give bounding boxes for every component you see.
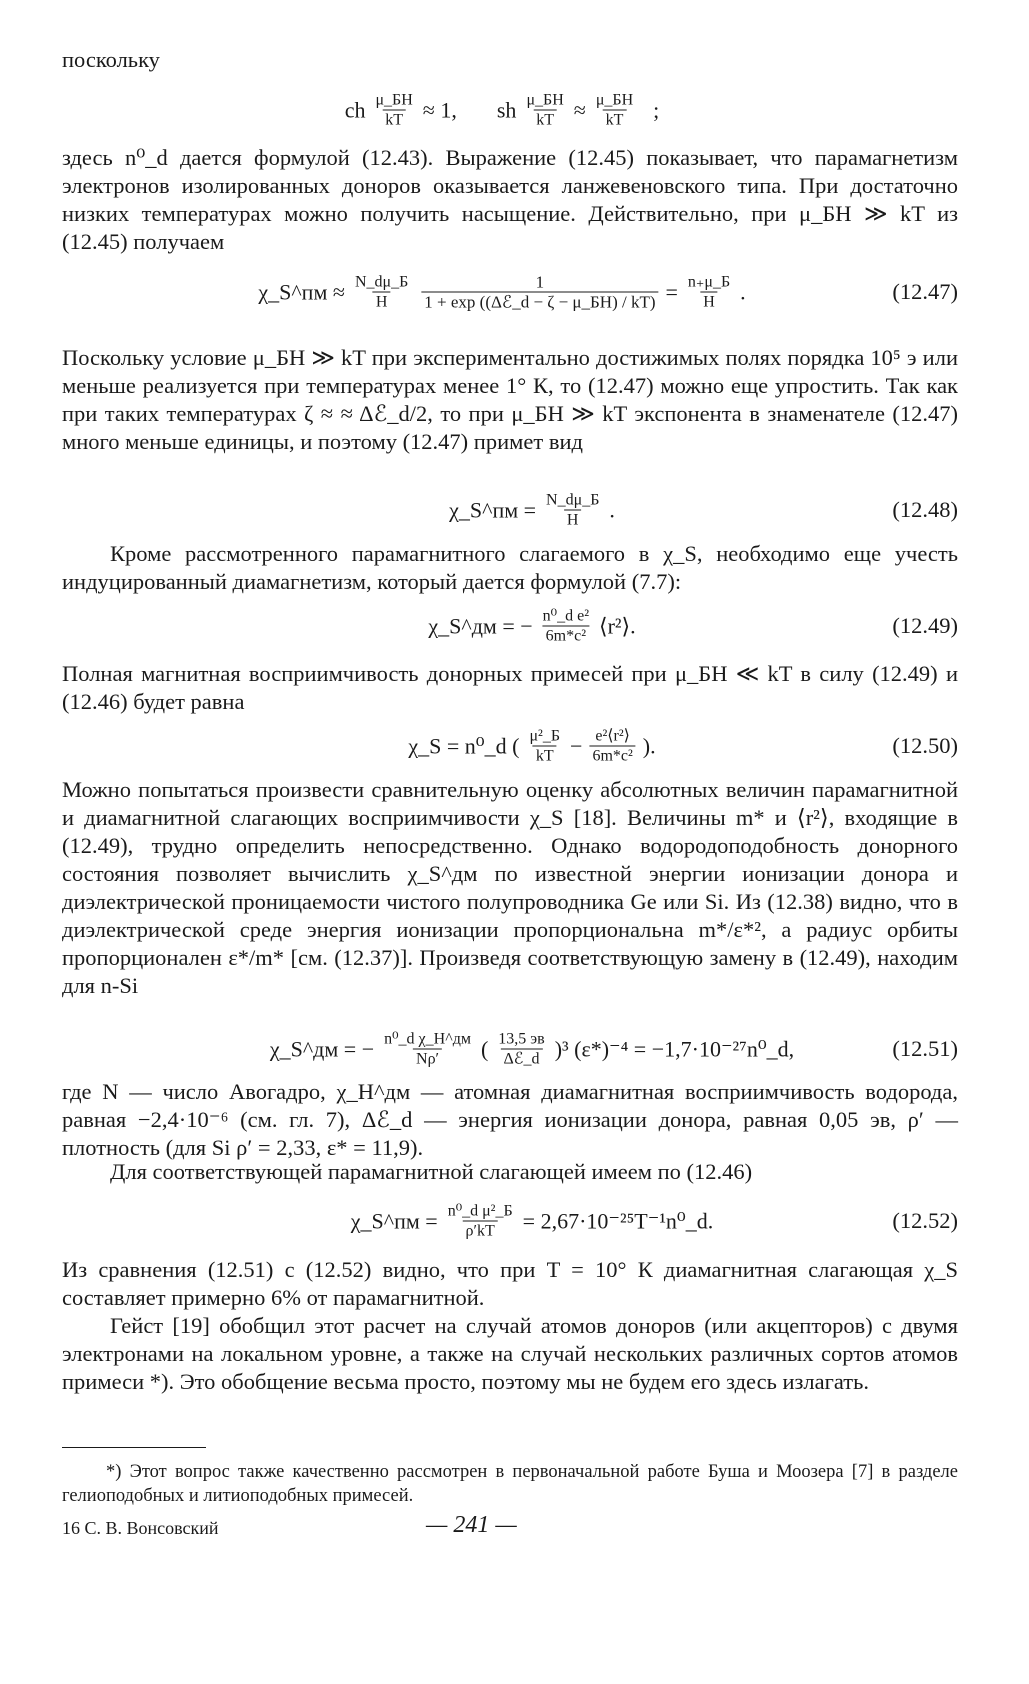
eq49-frac-num: n⁰_d e² [542, 607, 589, 625]
eq51-frac-2 [495, 1030, 547, 1069]
equation-number-12-48: (12.48) [892, 497, 958, 522]
paragraph-estimate: Можно попытаться произвести сравнительную оценку абсолютных величин парамагнитной и диамагнитной слагающих восприимчивости χ_S [18]. Величины m* и ⟨r²⟩, входящие в (12.49), трудно определить непосредственно. Однако водородоподобность донорного состояния позволяет вычислить χ_S^дм по известной энергии ионизации донора и диэлектрической проницаемости чистого полупроводника Ge или Si. Из (12.38) видно, что в диэлектрической среде энергия ионизации пропорциональна m*/ε*², а радиус орбиты пропорционален ε*/m* [см. (12.37)]. Произведя соответствующую замену в (12.49), находим для n-Si [62, 777, 958, 998]
equation-12-51 [62, 1014, 958, 1084]
eq47-frac-3-num: n₊μ_Б [687, 273, 731, 291]
equation-number-12-50: (12.50) [892, 733, 958, 758]
equation-12-51-body [270, 1030, 794, 1069]
eq48-dot: . [609, 497, 615, 522]
footnote-divider [62, 1447, 206, 1448]
eq0-frac-3-num: μ_БH [595, 91, 634, 109]
eq51-frac-2-num: 13,5 эв [498, 1030, 545, 1048]
equation-12-49 [62, 596, 958, 656]
equation-12-49-body [428, 607, 635, 646]
eq0-frac-2 [523, 91, 566, 130]
equation-12-47 [62, 252, 958, 332]
eq0-approx-one: ≈ 1, [422, 97, 457, 122]
eq52-tail: = 2,67·10⁻²⁵T⁻¹n⁰_d. [522, 1208, 714, 1233]
eq50-frac-1-num: μ²_Б [529, 727, 561, 745]
eq0-frac-1 [372, 91, 415, 130]
equation-number-12-49: (12.49) [892, 613, 958, 638]
eq0-frac-1-num: μ_БH [375, 91, 413, 109]
text-poskolku: поскольку [62, 47, 160, 72]
eq48-frac-num: N_dμ_Б [546, 491, 600, 509]
eq47-frac-2 [421, 273, 658, 312]
eq50-frac-2 [589, 727, 635, 766]
eq0-ch: ch [344, 97, 366, 122]
footnote: *) Этот вопрос также качественно рассмотрен в первоначальной работе Буша и Моозера [7] в разделе гелиоподобных и литиоподобных примесей. [62, 1462, 958, 1506]
eq52-frac-den: ρ′kT [463, 1221, 498, 1241]
eq47-frac-2-num: 1 [535, 272, 545, 292]
equation-12-52-body [351, 1202, 714, 1241]
eq48-frac [543, 491, 602, 530]
eq0-frac-2-den: kT [533, 110, 557, 130]
eq52-lhs: χ_S^пм = [350, 1208, 438, 1233]
eq47-lhs: χ_S^пм ≈ [258, 279, 345, 304]
equation-ch-sh-body [345, 91, 660, 130]
paragraph-paramagnetic-component: Для соответствующей парамагнитной слагающей имеем по (12.46) [110, 1159, 753, 1184]
eq51-frac-1-num: n⁰_d χ_H^дм [384, 1030, 471, 1048]
eq52-frac [445, 1202, 516, 1241]
equation-number-12-52: (12.52) [892, 1208, 958, 1233]
equation-12-48-body [449, 491, 615, 530]
eq0-frac-2-num: μ_БH [526, 91, 564, 109]
eq51-lhs: χ_S^дм = − [269, 1036, 375, 1061]
eq50-frac-1-den: kT [533, 746, 557, 766]
eq0-frac-3-den: kT [603, 110, 627, 130]
eq49-frac-den: 6m*c² [543, 626, 589, 646]
eq47-frac-3 [685, 273, 733, 312]
page-number: — 241 — [426, 1512, 517, 1538]
eq51-frac-1-den: Nρ′ [413, 1049, 442, 1069]
eq50-frac-2-num: e²⟨r²⟩ [595, 727, 630, 745]
equation-number-12-51: (12.51) [892, 1036, 958, 1061]
eq49-lhs: χ_S^дм = − [428, 613, 533, 638]
equation-12-50 [62, 716, 958, 776]
eq51-frac-2-den: Δℰ_d [501, 1049, 543, 1069]
eq47-dot: . [740, 279, 746, 304]
eq50-minus: − [570, 733, 583, 758]
equation-number-12-47: (12.47) [892, 279, 958, 304]
paragraph-langevin: здесь n⁰_d дается формулой (12.43). Выражение (12.45) показывает, что парамагнетизм электронов изолированных доноров оказывается ланжевеновского типа. При достаточно низких температурах можно получить насыщение. Действительно, при μ_БH ≫ kT из (12.45) получаем [62, 145, 958, 254]
eq47-frac-1-den: H [373, 292, 391, 312]
eq50-frac-1 [526, 727, 563, 766]
equation-12-52 [62, 1188, 958, 1254]
eq50-lhs: χ_S = n⁰_d ( [408, 733, 520, 758]
paragraph-simplify: Поскольку условие μ_БH ≫ kT при экспериментально достижимых полях порядка 10⁵ э или меньше реализуется при температурах менее 1° К, то (12.47) можно еще упростить. Так как при таких температурах ζ ≈ ≈ Δℰ_d/2, то при μ_БH ≫ kT экспонента в знаменателе (12.47) много меньше единицы, и поэтому (12.47) примет вид [62, 345, 958, 454]
eq47-frac-3-den: H [700, 292, 718, 312]
eq51-frac-1 [381, 1030, 474, 1069]
eq51-tail: )³ (ε*)⁻⁴ = −1,7·10⁻²⁷n⁰_d, [554, 1036, 795, 1061]
eq47-frac-2-den: 1 + exp ((Δℰ_d − ζ − μ_БH) / kT) [421, 292, 658, 312]
eq50-frac-2-den: 6m*c² [589, 746, 635, 766]
eq47-frac-1 [352, 273, 411, 312]
eq49-tail: ⟨r²⟩. [598, 613, 636, 638]
paragraph-comparison: Из сравнения (12.51) с (12.52) видно, что при T = 10° К диамагнитная слагающая χ_S составляет примерно 6% от парамагнитной. [62, 1257, 958, 1310]
equation-12-48 [62, 480, 958, 540]
eq48-lhs: χ_S^пм = [449, 497, 537, 522]
eq0-sh: sh [496, 97, 517, 122]
eq49-frac [540, 607, 592, 646]
equation-12-50-body [408, 727, 655, 766]
paragraph-diamagnetism: Кроме рассмотренного парамагнитного слагаемого в χ_S, необходимо еще учесть индуцированный диамагнетизм, который дается формулой (7.7): [62, 541, 958, 594]
eq0-frac-3 [593, 91, 636, 130]
paragraph-avogadro: где N — число Авогадро, χ_H^дм — атомная диамагнитная восприимчивость водорода, равная −2,4·10⁻⁶ (см. гл. 7), Δℰ_d — энергия ионизации донора, равная 0,05 эв, ρ′ — плотность (для Si ρ′ = 2,33, ε* = 11,9). [62, 1079, 958, 1160]
eq47-frac-1-num: N_dμ_Б [354, 273, 409, 291]
eq0-approx: ≈ [573, 97, 586, 122]
eq52-frac-num: n⁰_d μ²_Б [447, 1202, 513, 1220]
eq48-frac-den: H [564, 510, 582, 530]
paragraph-total-susceptibility: Полная магнитная восприимчивость донорных примесей при μ_БH ≪ kT в силу (12.49) и (12.46) будет равна [62, 661, 958, 714]
paragraph-geist: Гейст [19] обобщил этот расчет на случай атомов доноров (или акцепторов) с двумя электронами на локальном уровне, а также на случай нескольких различных сортов атомов примеси *). Это обобщение весьма просто, поэтому мы не будем его здесь излагать. [62, 1313, 958, 1394]
eq0-frac-1-den: kT [382, 110, 406, 130]
equation-12-47-body [258, 273, 745, 312]
eq0-semicolon: ; [653, 97, 660, 122]
equation-ch-sh [62, 80, 958, 140]
eq50-tail: ). [642, 733, 656, 758]
eq51-open-paren: ( [480, 1036, 489, 1061]
printer-signature: 16 С. В. Вонсовский [62, 1518, 219, 1538]
eq47-equals: = [665, 279, 678, 304]
